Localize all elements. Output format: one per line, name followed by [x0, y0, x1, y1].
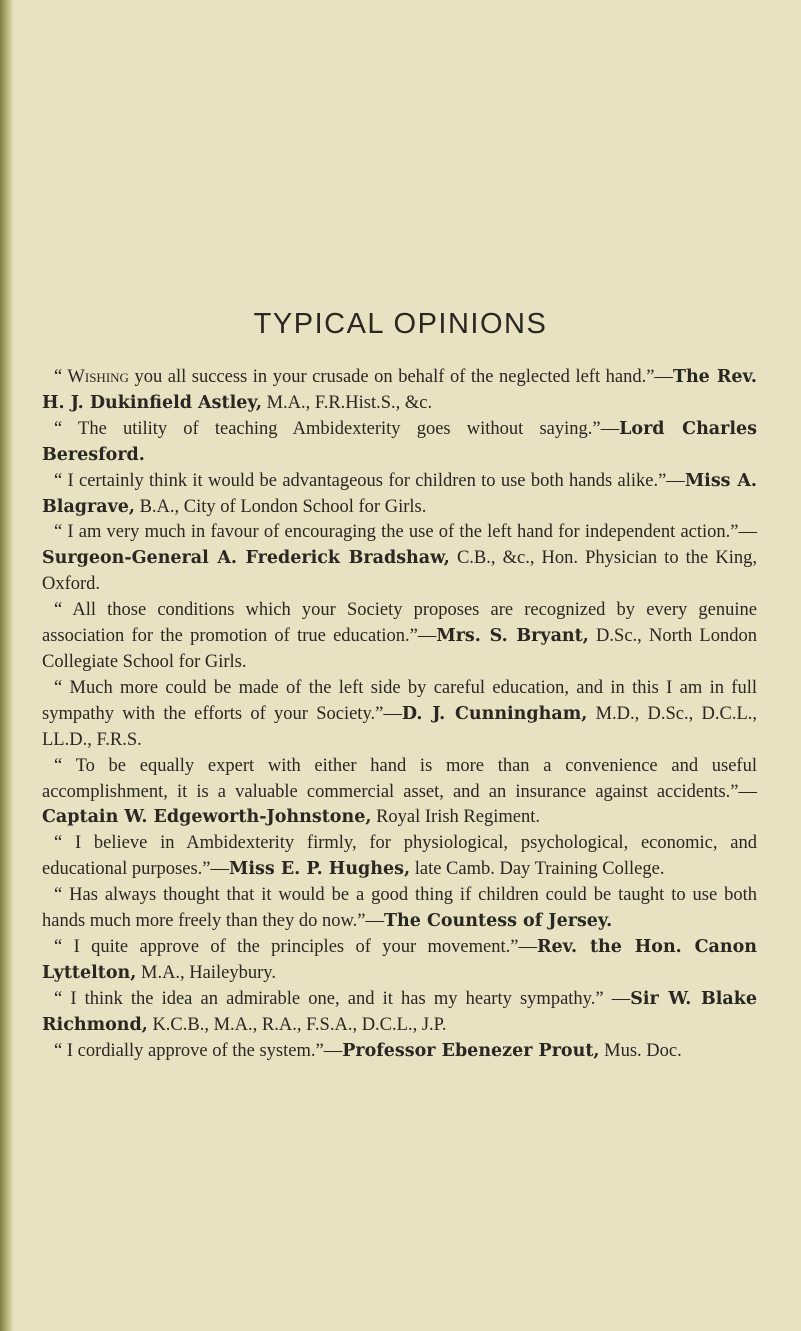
opinion-author-title: M.A., F.R.Hist.S., &c.	[261, 392, 433, 413]
opinion-quote: “ I quite approve of the principles of your movement.”—	[54, 936, 537, 957]
opinion-quote: “ The utility of teaching Ambidexterity goes without saying.”—	[54, 418, 620, 439]
opinion-item	[42, 935, 757, 987]
opinion-author: Miss E. P. Hughes,	[229, 859, 411, 880]
opinion-author-title: M.D., D.Sc., D.C.L., LL.D., F.R.S.	[42, 703, 758, 750]
opinion-quote: “ All those conditions which your Society proposes are recognized by every genuine association for the promotion of true education.”—	[42, 600, 757, 647]
opinion-author: Surgeon-General A. Frederick Bradshaw,	[42, 548, 450, 569]
opinion-quote: “ I think the idea an admirable one, and it has my hearty sympathy.” —	[54, 988, 631, 1009]
opinion-item	[42, 987, 757, 1039]
opinion-item	[42, 520, 757, 598]
opinion-author-title: C.B., &c., Hon. Physician to the King, Oxford.	[42, 548, 757, 595]
opinion-quote: “ Has always thought that it would be a good thing if children could be taught to use both hands much more freely than they do now.”—	[42, 885, 757, 932]
opinion-author: The Rev. H. J. Dukinfield Astley,	[42, 367, 757, 413]
opinion-author: Lord Charles Beresford.	[42, 418, 757, 465]
opinion-quote: “ Much more could be made of the left side by careful education, and in this I am in full sympathy with the efforts of your Society.”—	[42, 677, 757, 724]
opinion-author-title: K.C.B., M.A., R.A., F.S.A., D.C.L., J.P.	[147, 1014, 447, 1035]
opinion-author: Miss A. Blagrave,	[42, 470, 757, 517]
opinion-item	[42, 831, 757, 883]
opinion-author-title: late Camb. Day Training College.	[410, 859, 665, 880]
opinion-quote: “ I believe in Ambidexterity firmly, for physiological, psychological, economic, and educational purposes.”—	[42, 833, 757, 880]
opinion-author: D. J. Cunningham,	[401, 703, 588, 724]
opinion-item	[42, 469, 757, 521]
opinion-author: Sir W. Blake Richmond,	[42, 988, 757, 1035]
opinion-author-title: M.A., Haileybury.	[136, 962, 276, 983]
opinion-quote: you all success in your crusade on behalf of the neglected left hand.”—	[128, 367, 673, 387]
opinion-quote: “ I certainly think it would be advantageous for children to use both hands alike.”—	[54, 470, 685, 491]
opinion-item	[42, 365, 757, 417]
opinion-author-title: Mus. Doc.	[599, 1040, 682, 1061]
opinion-item	[42, 598, 757, 676]
opinion-item	[42, 883, 757, 935]
opinion-author: Captain W. Edgeworth-Johnstone,	[42, 807, 372, 828]
opinion-author: Rev. the Hon. Canon Lyttelton,	[42, 936, 757, 983]
opinion-item	[42, 417, 757, 469]
opinion-item	[42, 754, 757, 832]
opinion-quote: “ I am very much in favour of encouraging the use of the left hand for independent action.”—	[54, 522, 757, 543]
opinion-author: The Countess of Jersey.	[383, 911, 613, 932]
opinion-author: Professor Ebenezer Prout,	[342, 1040, 600, 1061]
opinion-author-title: D.Sc., North London Collegiate School for Girls.	[42, 626, 757, 672]
opinion-author-title: B.A., City of London School for Girls.	[134, 496, 427, 517]
opinion-quote: “ To be equally expert with either hand is more than a convenience and useful accomplishment, it is a valuable commercial asset, and an insurance against accidents.”—	[42, 755, 757, 802]
opinion-quote: “ I cordially approve of the system.”—	[54, 1040, 343, 1061]
opinion-item	[42, 676, 757, 754]
opinion-author-title: Royal Irish Regiment.	[371, 807, 540, 828]
page-heading: TYPICAL OPINIONS	[253, 308, 548, 340]
opinion-quote-lead: “ Wishing	[54, 367, 129, 387]
opinion-item	[42, 1039, 757, 1065]
opinion-author: Mrs. S. Bryant,	[436, 626, 589, 647]
opinions-list	[42, 365, 757, 1064]
